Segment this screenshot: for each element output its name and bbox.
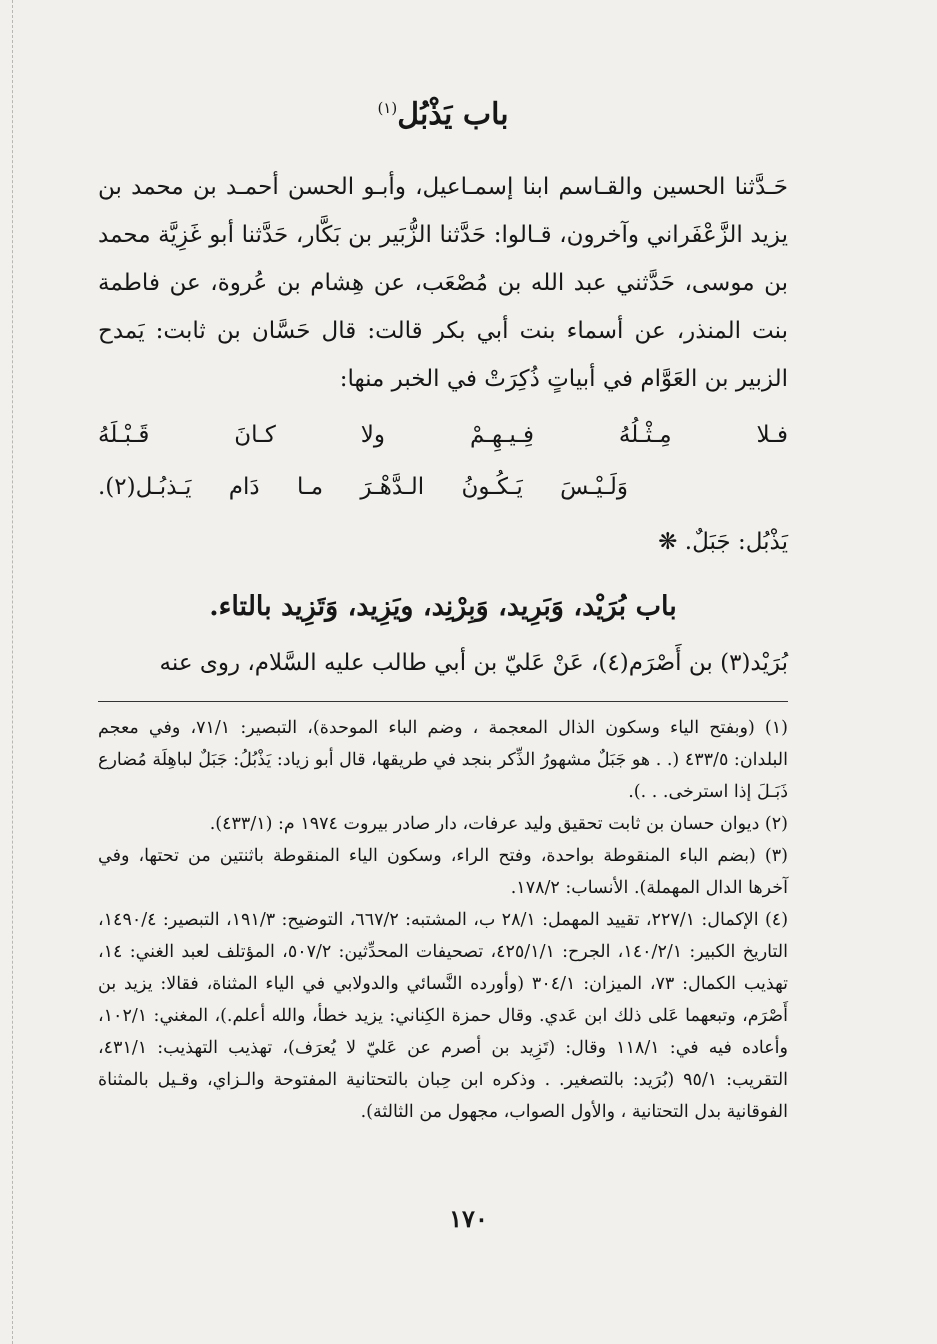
page-content [98, 78, 788, 1128]
poem-verse-1: فـلا مِـثْـلُهُ فِـيـهِـمْ ولا كـانَ قَـبْـلَهُ [98, 422, 788, 448]
paragraph-2: بُرَيْد(٣) بن أَصْرَم(٤)، عَنْ عَليّ بن أبي طالب عليه السَّلام، روى عنه [159, 650, 788, 676]
footnote-separator [98, 701, 788, 702]
chapter-heading-1-text: باب يَذْبُل [397, 97, 509, 132]
chapter-heading-2: باب بُرَيْد، وَبَرِيد، وَبِرْنِد، ويَزِيد، وَتَزِيد بالتاء. [209, 591, 677, 622]
chapter-heading-1 [98, 86, 788, 137]
footnote-1: (١) (وبفتح الياء وسكون الذال المعجمة ، وضم الباء الموحدة)، التبصير: ٧١/١، وفي معجم البلدان: ٤٣٣/٥ (. . هو جَبَلٌ مشهورُ الذِّكر بنجد في طريقها، قال أبو زياد: يَذْبُلُ: جَبَلٌ لباهِلَة مُضارع ذَبَـلَ إذا استرخى. . .). [98, 718, 788, 802]
footnote-3: (٣) (بضم الباء المنقوطة بواحدة، وفتح الراء، وسكون الياء المنقوطة باثنتين من تحتها، وفي آخرها الدال المهملة). الأنساب: ١٧٨/٢. [98, 846, 788, 898]
gloss-line: يَذْبُل: جَبَلٌ. ❋ [658, 529, 788, 555]
footnote-4: (٤) الإكمال: ٢٢٧/١، تقييد المهمل: ٢٨/١ ب، المشتبه: ٦٦٧/٢، التوضيح: ١٩١/٣، التبصير: ١٤٩٠/٤، التاريخ الكبير: ١٤٠/٢/١، الجرح: ٤٢٥/١/١، تصحيفات المحدِّثين: ٥٠٧/٢، المؤتلف لعبد الغني: ١٤، تهذيب الكمال: ٧٣، الميزان: ٣٠٤/١ (وأورده النَّسائي والدولابي في الياء المثناة، فقالا: يزيد بن أَصْرَم، وتبعهما عَلى ذلك ابن عَدي. وقال حمزة الكِناني: يزيد خطأ، والله أعلم.)، المغني: ١٠٢/١، وأعاده فيه في: ١١٨/١ وقال: (تَزِيد بن أصرم عن عَليّ لا يُعرَف)، تهذيب التهذيب: ٤٣١/١، التقريب: ٩٥/١ (بُرَيد: بالتصغير. . وذكره ابن حِبان بالتحتانية المفتوحة والـزاي، وقـيل بالمثناة الفوقانية بدل التحتانية ، والأول الصواب، مجهول من الثالثة). [98, 910, 789, 1122]
page-number: ١٧٠ [449, 1204, 488, 1233]
footnote-ref-1: (١) [377, 99, 398, 117]
footnote-2: (٢) ديوان حسان بن ثابت تحقيق وليد عرفات، دار صادر بيروت ١٩٧٤ م: (٤٣٣/١). [209, 814, 788, 834]
paragraph-1: حَـدَّثنا الحسين والقـاسم ابنا إسمـاعيل، وأبـو الحسن أحمـد بن محمد بن يزيد الزَّعْفَراني وآخرون، قـالوا: حَدَّثنا الزُّبَير بن بَكَّار، حَدَّثنا أبو غَزِيَّة محمد بن موسى، حَدَّثني عبد الله بن مُصْعَب، عن هِشام بن عُروة، عن فاطمة بنت المنذر، عن أسماء بنت أبي بكر قالت: قال حَسَّان بن ثابت: يَمدح الزبير بن العَوَّام في أبياتٍ ذُكِرَتْ في الخبر منها: [98, 174, 788, 392]
main-text [98, 163, 788, 403]
poem-verse-2: وَلَـيْـسَ يَـكُـونُ الـدَّهْـرَ مـا دَام يَـذبُـل(٢). [98, 474, 628, 500]
footnotes [98, 712, 788, 1128]
page-edge-line [12, 0, 13, 1344]
